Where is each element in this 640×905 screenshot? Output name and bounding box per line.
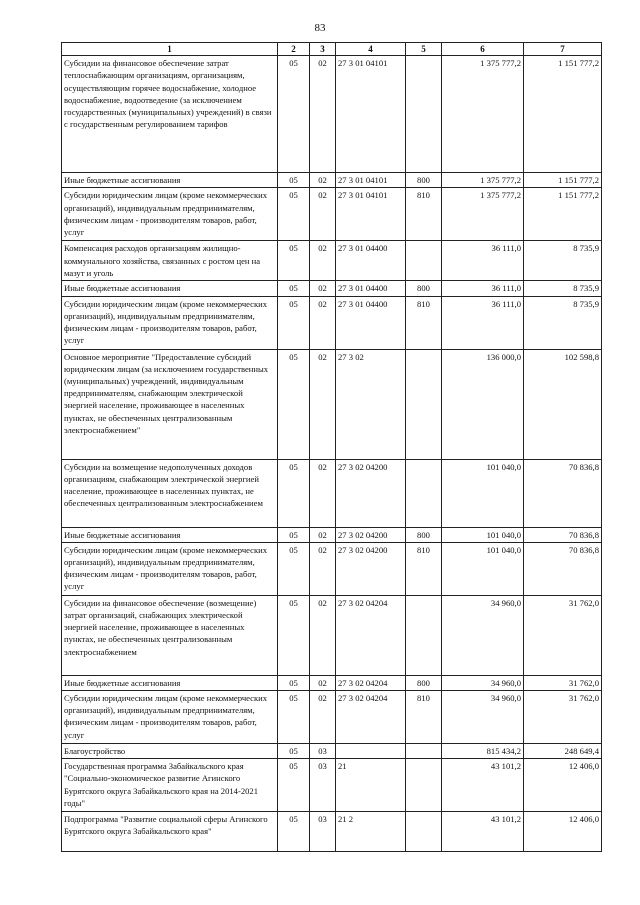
row-section: 05 <box>278 281 310 296</box>
column-header: 6 <box>442 43 524 56</box>
row-section: 05 <box>278 675 310 690</box>
row-subsection: 02 <box>310 56 336 173</box>
row-value-col7: 8 735,9 <box>524 241 602 281</box>
row-target-code: 27 3 02 04200 <box>336 542 406 595</box>
row-value-col7: 1 151 777,2 <box>524 173 602 188</box>
table-row <box>62 527 602 542</box>
row-subsection: 02 <box>310 241 336 281</box>
row-value-col6: 34 960,0 <box>442 675 524 690</box>
row-expense-type <box>406 744 442 759</box>
row-target-code: 27 3 02 04204 <box>336 675 406 690</box>
row-subsection: 02 <box>310 173 336 188</box>
row-expense-type: 800 <box>406 527 442 542</box>
row-value-col6: 101 040,0 <box>442 459 524 527</box>
table-row <box>62 691 602 744</box>
row-target-code: 27 3 02 04200 <box>336 459 406 527</box>
row-value-col6: 36 111,0 <box>442 281 524 296</box>
row-section: 05 <box>278 188 310 241</box>
row-target-code: 27 3 02 <box>336 349 406 459</box>
row-name: Иные бюджетные ассигнования <box>62 675 278 690</box>
row-name: Компенсация расходов организациям жилищно-коммунального хозяйства, связанных с ростом цен на мазут и уголь <box>62 241 278 281</box>
row-value-col7: 31 762,0 <box>524 595 602 675</box>
row-target-code: 27 3 01 04101 <box>336 188 406 241</box>
table-row <box>62 675 602 690</box>
row-name: Субсидии юридическим лицам (кроме некоммерческих организаций), индивидуальным предпринимателям, физическим лицам - производителям товаров, работ, услуг <box>62 691 278 744</box>
row-value-col7: 102 598,8 <box>524 349 602 459</box>
row-section: 05 <box>278 459 310 527</box>
row-expense-type: 800 <box>406 281 442 296</box>
row-target-code: 27 3 01 04101 <box>336 173 406 188</box>
row-name: Субсидии юридическим лицам (кроме некоммерческих организаций), индивидуальным предпринимателям, физическим лицам - производителям товаров, работ, услуг <box>62 188 278 241</box>
row-value-col7: 8 735,9 <box>524 296 602 349</box>
row-section: 05 <box>278 241 310 281</box>
row-section: 05 <box>278 349 310 459</box>
column-header: 2 <box>278 43 310 56</box>
table-header-row <box>62 43 602 56</box>
table-row <box>62 296 602 349</box>
row-expense-type: 810 <box>406 542 442 595</box>
row-expense-type: 800 <box>406 173 442 188</box>
row-value-col6: 1 375 777,2 <box>442 173 524 188</box>
row-expense-type: 800 <box>406 675 442 690</box>
row-subsection: 02 <box>310 349 336 459</box>
row-name: Иные бюджетные ассигнования <box>62 527 278 542</box>
column-header: 4 <box>336 43 406 56</box>
row-subsection: 03 <box>310 759 336 812</box>
table-row <box>62 188 602 241</box>
row-subsection: 02 <box>310 527 336 542</box>
row-value-col7: 1 151 777,2 <box>524 56 602 173</box>
row-value-col6: 36 111,0 <box>442 241 524 281</box>
column-header: 1 <box>62 43 278 56</box>
row-value-col7: 31 762,0 <box>524 675 602 690</box>
row-value-col6: 815 434,2 <box>442 744 524 759</box>
table-row <box>62 812 602 852</box>
column-header: 3 <box>310 43 336 56</box>
row-subsection: 02 <box>310 595 336 675</box>
row-value-col7: 31 762,0 <box>524 691 602 744</box>
row-target-code: 21 <box>336 759 406 812</box>
row-expense-type <box>406 595 442 675</box>
row-value-col6: 43 101,2 <box>442 759 524 812</box>
row-section: 05 <box>278 527 310 542</box>
row-subsection: 03 <box>310 744 336 759</box>
table-row <box>62 173 602 188</box>
row-value-col7: 70 836,8 <box>524 527 602 542</box>
table-row <box>62 744 602 759</box>
row-value-col7: 12 406,0 <box>524 759 602 812</box>
row-target-code: 27 3 01 04400 <box>336 241 406 281</box>
row-value-col6: 43 101,2 <box>442 812 524 852</box>
row-target-code: 27 3 02 04204 <box>336 595 406 675</box>
row-subsection: 03 <box>310 812 336 852</box>
row-expense-type <box>406 812 442 852</box>
row-name: Благоустройство <box>62 744 278 759</box>
row-name: Подпрограмма "Развитие социальной сферы Агинского Бурятского округа Забайкальского края" <box>62 812 278 852</box>
row-subsection: 02 <box>310 281 336 296</box>
row-section: 05 <box>278 296 310 349</box>
row-name: Субсидии на финансовое обеспечение затрат теплоснабжающим организациям, организациям, осуществляющим горячее водоснабжение, холодное водоснабжение, водоотведение (за исключением государственных (муниципальных) учреждений) в связи с государственным регулированием тарифов <box>62 56 278 173</box>
page-number: 83 <box>314 22 326 34</box>
table-row <box>62 349 602 459</box>
budget-table <box>61 42 602 852</box>
row-target-code: 27 3 02 04200 <box>336 527 406 542</box>
row-subsection: 02 <box>310 188 336 241</box>
row-target-code: 27 3 01 04400 <box>336 296 406 349</box>
row-section: 05 <box>278 812 310 852</box>
row-expense-type: 810 <box>406 188 442 241</box>
row-section: 05 <box>278 595 310 675</box>
table-row <box>62 56 602 173</box>
row-section: 05 <box>278 173 310 188</box>
row-section: 05 <box>278 691 310 744</box>
table-row <box>62 542 602 595</box>
row-value-col7: 8 735,9 <box>524 281 602 296</box>
row-section: 05 <box>278 744 310 759</box>
row-subsection: 02 <box>310 675 336 690</box>
row-target-code: 27 3 02 04204 <box>336 691 406 744</box>
row-subsection: 02 <box>310 542 336 595</box>
row-subsection: 02 <box>310 296 336 349</box>
table-row <box>62 595 602 675</box>
row-expense-type: 810 <box>406 296 442 349</box>
row-name: Основное мероприятие "Предоставление субсидий юридическим лицам (за исключением государственных (муниципальных) учреждений, индивидуальным предпринимателям, снабжающим электрической энергией население, проживающее в населенных пунктах, не обеспеченных централизованным электроснабжением" <box>62 349 278 459</box>
row-value-col6: 34 960,0 <box>442 691 524 744</box>
table-row <box>62 281 602 296</box>
row-expense-type <box>406 56 442 173</box>
row-value-col6: 101 040,0 <box>442 527 524 542</box>
row-name: Субсидии юридическим лицам (кроме некоммерческих организаций), индивидуальным предпринимателям, физическим лицам - производителям товаров, работ, услуг <box>62 296 278 349</box>
row-value-col7: 70 836,8 <box>524 459 602 527</box>
row-target-code: 27 3 01 04101 <box>336 56 406 173</box>
row-name: Иные бюджетные ассигнования <box>62 173 278 188</box>
row-expense-type <box>406 349 442 459</box>
column-header: 7 <box>524 43 602 56</box>
row-value-col6: 1 375 777,2 <box>442 188 524 241</box>
column-header: 5 <box>406 43 442 56</box>
row-name: Субсидии на возмещение недополученных доходов организациям, снабжающим электрической энергией население, проживающее в населенных пунктах, не обеспеченных централизованным электроснабжением <box>62 459 278 527</box>
row-name: Государственная программа Забайкальского края "Социально-экономическое развитие Агинского Бурятского округа Забайкальского края на 2014-2021 годы" <box>62 759 278 812</box>
row-target-code: 21 2 <box>336 812 406 852</box>
row-value-col7: 70 836,8 <box>524 542 602 595</box>
row-target-code <box>336 744 406 759</box>
row-value-col6: 34 960,0 <box>442 595 524 675</box>
row-target-code: 27 3 01 04400 <box>336 281 406 296</box>
table-row <box>62 759 602 812</box>
row-value-col6: 36 111,0 <box>442 296 524 349</box>
row-section: 05 <box>278 759 310 812</box>
row-expense-type <box>406 459 442 527</box>
row-name: Субсидии юридическим лицам (кроме некоммерческих организаций), индивидуальным предпринимателям, физическим лицам - производителям товаров, работ, услуг <box>62 542 278 595</box>
row-expense-type: 810 <box>406 691 442 744</box>
row-value-col6: 136 000,0 <box>442 349 524 459</box>
row-subsection: 02 <box>310 459 336 527</box>
row-expense-type <box>406 759 442 812</box>
row-section: 05 <box>278 542 310 595</box>
row-name: Иные бюджетные ассигнования <box>62 281 278 296</box>
row-expense-type <box>406 241 442 281</box>
row-value-col7: 1 151 777,2 <box>524 188 602 241</box>
row-value-col7: 12 406,0 <box>524 812 602 852</box>
row-value-col6: 1 375 777,2 <box>442 56 524 173</box>
row-section: 05 <box>278 56 310 173</box>
row-value-col6: 101 040,0 <box>442 542 524 595</box>
table-row <box>62 241 602 281</box>
row-name: Субсидии на финансовое обеспечение (возмещение) затрат организаций, снабжающих электрической энергией население, проживающее в населенных пунктах, не обеспеченных централизованным электроснабжением <box>62 595 278 675</box>
table-row <box>62 459 602 527</box>
row-subsection: 02 <box>310 691 336 744</box>
row-value-col7: 248 649,4 <box>524 744 602 759</box>
